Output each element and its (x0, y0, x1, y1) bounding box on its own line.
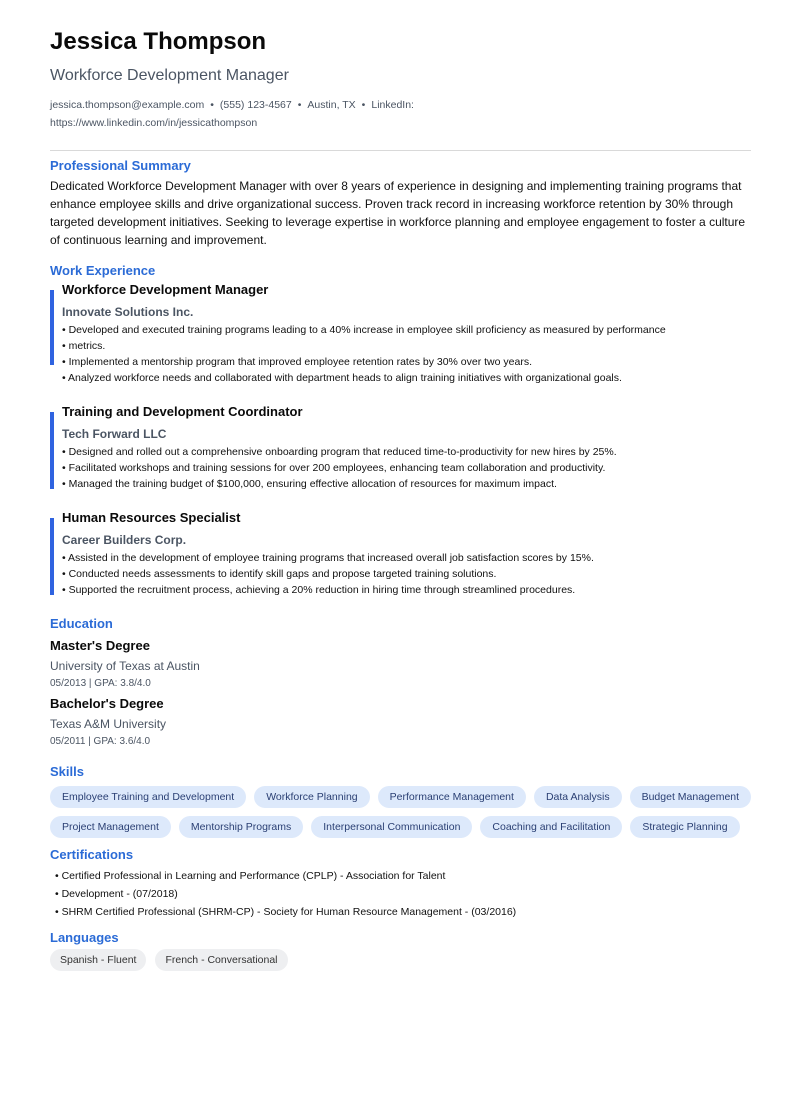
education-heading: Education (50, 616, 113, 631)
education-entry (50, 696, 751, 750)
job-accent-bar (50, 412, 54, 489)
degree-name: Master's Degree (50, 638, 150, 653)
school-name: Texas A&M University (50, 717, 167, 731)
contact-separator: • (361, 99, 366, 111)
job-bullet: • Managed the training budget of $100,000, ensuring effective allocation of resources for maximum impact. (62, 478, 557, 490)
skills-heading: Skills (50, 764, 84, 779)
work-experience-heading: Work Experience (50, 263, 156, 278)
certification-item: • SHRM Certified Professional (SHRM-CP) - Society for Human Resource Management - (03/2016) (55, 906, 517, 918)
job-bullet: • Analyzed workforce needs and collaborated with department heads to align training initiatives with organizational goals. (62, 372, 622, 384)
job-entry (50, 404, 751, 492)
skills-list (50, 786, 760, 838)
location: Austin, TX (307, 99, 356, 111)
education-meta: 05/2013 | GPA: 3.8/4.0 (50, 678, 151, 689)
resume-page (50, 28, 751, 971)
job-company: Career Builders Corp. (62, 533, 187, 547)
job-bullet: • Facilitated workshops and training sessions for over 200 employees, enhancing team collaboration and productivity. (62, 462, 606, 474)
email-link[interactable]: jessica.thompson@example.com (50, 99, 205, 111)
job-role: Workforce Development Manager (62, 282, 269, 297)
languages-heading: Languages (50, 930, 119, 945)
job-bullet: • Designed and rolled out a comprehensive onboarding program that reduced time-to-productivity for new hires by 25%. (62, 446, 617, 458)
language-chip: Spanish - Fluent (50, 949, 146, 971)
school-name: University of Texas at Austin (50, 659, 200, 673)
candidate-name: Jessica Thompson (50, 28, 267, 55)
job-bullets (62, 550, 751, 598)
job-bullet: • Implemented a mentorship program that improved employee retention rates by 30% over two years. (62, 356, 532, 368)
job-accent-bar (50, 290, 54, 365)
skill-chip: Employee Training and Development (50, 786, 246, 808)
job-bullets (62, 444, 751, 492)
skill-chip: Budget Management (630, 786, 751, 808)
job-bullet: • Conducted needs assessments to identify skill gaps and propose targeted training solutions. (62, 568, 497, 580)
languages-list (50, 949, 751, 971)
job-entry (50, 510, 751, 598)
job-bullet: • Assisted in the development of employee training programs that increased overall job satisfaction scores by 15%. (62, 552, 594, 564)
contact-info (50, 96, 751, 132)
header-divider (50, 150, 751, 151)
summary-heading: Professional Summary (50, 158, 191, 173)
certification-item: • Certified Professional in Learning and Performance (CPLP) - Association for Talent (55, 870, 446, 882)
skill-chip: Project Management (50, 816, 171, 838)
summary-text: Dedicated Workforce Development Manager with over 8 years of experience in designing and implementing training programs that enhance employee skills and drive organizational success. Proven track record in increasing workforce retention by 30% through targeted development initiatives. Seeking to leverage expertise in workforce planning and employee engagement to foster a culture of continuous learning and improvement. (50, 179, 746, 247)
job-role: Human Resources Specialist (62, 510, 241, 525)
contact-separator: • (297, 99, 302, 111)
certifications-list (50, 867, 751, 921)
job-bullets (62, 322, 751, 386)
skill-chip: Mentorship Programs (179, 816, 303, 838)
degree-name: Bachelor's Degree (50, 696, 164, 711)
education-entry (50, 638, 751, 692)
job-company: Innovate Solutions Inc. (62, 305, 194, 319)
linkedin-label: LinkedIn: (371, 99, 414, 111)
phone-number: (555) 123-4567 (219, 99, 292, 111)
certification-item: • Development - (07/2018) (55, 888, 178, 900)
job-bullet: • metrics. (62, 340, 106, 352)
skill-chip: Coaching and Facilitation (480, 816, 622, 838)
job-role: Training and Development Coordinator (62, 404, 303, 419)
job-bullet: • Supported the recruitment process, achieving a 20% reduction in hiring time through streamlined procedures. (62, 584, 576, 596)
contact-separator: • (210, 99, 214, 111)
job-accent-bar (50, 518, 54, 595)
skill-chip: Strategic Planning (630, 816, 739, 838)
job-bullet: • Developed and executed training programs leading to a 40% increase in employee skill proficiency as measured by performance (62, 324, 666, 336)
certifications-heading: Certifications (50, 847, 134, 862)
skill-chip: Data Analysis (534, 786, 622, 808)
language-chip: French - Conversational (155, 949, 287, 971)
education-meta: 05/2011 | GPA: 3.6/4.0 (50, 736, 151, 747)
job-company: Tech Forward LLC (62, 427, 167, 441)
skill-chip: Interpersonal Communication (311, 816, 472, 838)
skill-chip: Performance Management (378, 786, 526, 808)
candidate-title: Workforce Development Manager (50, 67, 289, 84)
job-entry (50, 282, 751, 386)
linkedin-link[interactable]: https://www.linkedin.com/in/jessicathompson (50, 117, 258, 129)
skill-chip: Workforce Planning (254, 786, 369, 808)
